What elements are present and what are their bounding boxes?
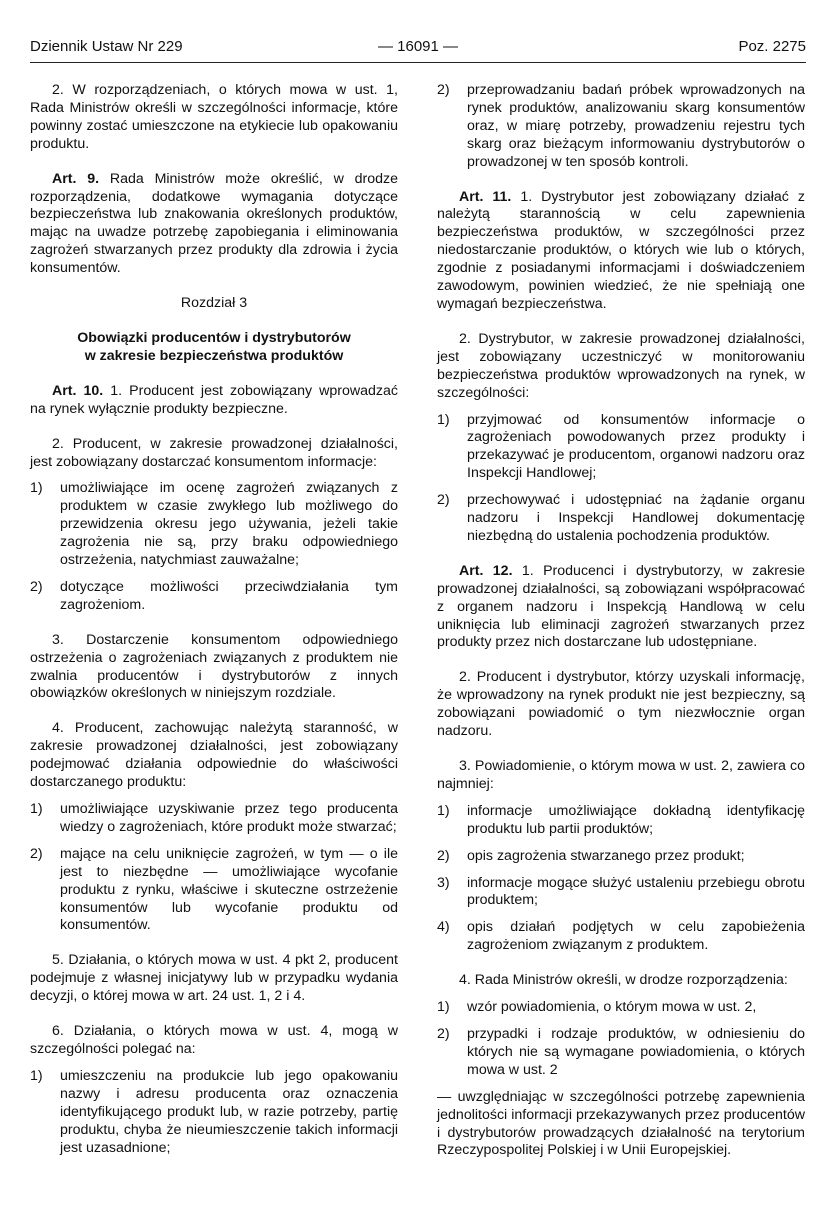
- list-item-text: umieszczeniu na produkcie lub jego opakowaniu nazwy i adresu producenta oraz oznaczenia identyfikującego produkt lub, w razie potrzeby, partię produktu, chyba że nieumieszczenie takich informacji jest uzasadnione;: [60, 1067, 398, 1156]
- list-item: [437, 848, 805, 866]
- list-item-number: 3): [437, 874, 450, 891]
- article-10: [30, 383, 398, 419]
- list-item: [437, 999, 805, 1017]
- journal-title: Dziennik Ustaw Nr 229: [30, 38, 183, 55]
- article-12-label: Art. 12.: [459, 562, 513, 579]
- paragraph-art8-2: 2. W rozporządzeniach, o których mowa w ust. 1, Rada Ministrów określi w szczególności informacje, które powinny zostać umieszczone na etykiecie lub opakowaniu produktu.: [30, 82, 398, 152]
- list-item: [437, 492, 805, 546]
- list-item-number: 4): [437, 919, 450, 936]
- list-item: [437, 82, 805, 172]
- list-item-text: dotyczące możliwości przeciwdziałania tym zagrożeniom.: [60, 578, 398, 613]
- list-item-text: informacje umożliwiające dokładną identyfikację produktu lub partii produktów;: [467, 802, 805, 837]
- list-item: [30, 579, 398, 615]
- chapter-number: Rozdział 3: [180, 295, 248, 312]
- list-item-number: 2): [437, 492, 450, 509]
- list-item: [30, 801, 398, 837]
- paragraph-art10-5: 5. Działania, o których mowa w ust. 4 pkt 2, producent podejmuje z własnej inicjatywy lub w przypadku wydania decyzji, o której mowa w art. 24 ust. 1, 2 i 4.: [30, 952, 398, 1005]
- article-10-text: 1. Producent jest zobowiązany wprowadzać na rynek wyłącznie produkty bezpieczne.: [30, 382, 398, 417]
- list-art12-3: [437, 803, 805, 955]
- article-12: [437, 563, 805, 653]
- list-art10-2: [30, 480, 398, 614]
- list-item-text: umożliwiające uzyskiwanie przez tego producenta wiedzy o zagrożeniach, które produkt może stwarzać;: [60, 801, 398, 835]
- paragraph-art10-4: 4. Producent, zachowując należytą staranność, w zakresie prowadzonej działalności, jest zobowiązany podejmować działania odpowiednie do właściwości dostarczanego produktu:: [30, 720, 398, 791]
- list-item-text: opis działań podjętych w celu zapobieżenia zagrożeniom związanym z produktem.: [467, 919, 805, 954]
- right-column: [437, 82, 805, 1177]
- list-item-text: przechowywać i udostępniać na żądanie organu nadzoru i Inspekcji Handlowej dokumentację niezbędną do ustalenia pochodzenia produktów.: [467, 492, 805, 544]
- list-item: [437, 1026, 805, 1080]
- list-item-text: informacje mogące służyć ustaleniu przebiegu obrotu produktem;: [467, 874, 805, 909]
- page-header: [30, 38, 806, 63]
- list-item: [437, 803, 805, 839]
- article-12-text: 1. Producenci i dystrybutorzy, w zakresie prowadzonej działalności, są zobowiązani współpracować z organem nadzoru i Inspekcją Handlową w celu uniknięcia lub eliminacji zagrożeń stwarzanych przez produkty przez nich dostarczane lub udostępniane.: [437, 562, 805, 651]
- list-item: [30, 846, 398, 936]
- list-item-text: przyjmować od konsumentów informacje o zagrożeniach powodowanych przez produkty i przekazywać je producentom, organowi nadzoru oraz Inspekcji Handlowej;: [467, 411, 805, 482]
- article-9-label: Art. 9.: [52, 170, 100, 187]
- list-item-text: wzór powiadomienia, o którym mowa w ust. 2,: [467, 999, 757, 1016]
- chapter-title-line-1: Obowiązki producentów i dystrybutorów: [77, 329, 351, 346]
- list-art10-4: [30, 801, 398, 935]
- list-item: [437, 919, 805, 955]
- list-item-number: 2): [30, 845, 43, 862]
- page-number: — 16091 —: [377, 38, 459, 55]
- list-item-number: 2): [437, 1025, 450, 1042]
- paragraph-art10-2: 2. Producent, w zakresie prowadzonej działalności, jest zobowiązany dostarczać konsumentom informacje:: [30, 435, 398, 470]
- paragraph-art11-2: 2. Dystrybutor, w zakresie prowadzonej działalności, jest zobowiązany uczestniczyć w monitorowaniu bezpieczeństwa produktów wprowadzonych na rynek, w szczególności:: [437, 330, 805, 401]
- paragraph-art10-6: 6. Działania, o których mowa w ust. 4, mogą w szczególności polegać na:: [30, 1023, 398, 1057]
- list-item-number: 1): [437, 999, 450, 1016]
- list-item-text: przeprowadzaniu badań próbek wprowadzonych na rynek produktów, analizowaniu skarg konsumentów oraz, w miarę potrzeby, prowadzeniu rejestru tych skarg oraz bieżącym informowaniu dystrybutorów o prowadzonej w ten sposób kontroli.: [467, 82, 805, 170]
- article-9-text: Rada Ministrów może określić, w drodze rozporządzenia, dodatkowe wymagania dotyczące bezpieczeństwa lub znakowania określonych produktów, mając na uwadze potrzebę zapobiegania i eliminowania zagrożeń stwarzanych przez produkty dla zdrowia i życia konsumentów.: [30, 170, 398, 277]
- list-item-number: 2): [437, 82, 450, 98]
- article-9: [30, 171, 398, 278]
- list-item-number: 2): [437, 847, 450, 864]
- list-art11-2: [437, 412, 805, 546]
- article-11: [437, 189, 805, 314]
- list-item: [437, 412, 805, 484]
- paragraph-art12-4-tail: — uwzględniając w szczególności potrzebę zapewnienia jednolitości informacji przekazywanych przez producentów i dystrybutorów prowadzących działalność na terytorium Rzeczypospolitej Polskiej i w Unii Europejskiej.: [437, 1088, 805, 1159]
- list-item-number: 1): [437, 411, 450, 428]
- list-item: [30, 1068, 398, 1158]
- list-item-number: 1): [30, 480, 43, 497]
- list-item: [30, 480, 398, 570]
- left-column: [30, 82, 398, 1174]
- paragraph-art12-2: 2. Producent i dystrybutor, którzy uzyskali informację, że wprowadzony na rynek produkt nie jest bezpieczny, są zobowiązani powiadomić o tym niezwłocznie organ nadzoru.: [437, 669, 805, 740]
- list-item-number: 1): [30, 1067, 43, 1084]
- chapter-title-line-2: w zakresie bezpieczeństwa produktów: [84, 347, 344, 364]
- list-item-text: umożliwiające im ocenę zagrożeń związanych z produktem w czasie zwykłego lub możliwego do przewidzenia okresu jego używania, jeżeli takie zagrożenia nie są, przy braku odpowiedniego ostrzeżenia, natychmiast zauważalne;: [60, 480, 398, 569]
- list-item-number: 2): [30, 578, 43, 595]
- paragraph-art10-3: 3. Dostarczenie konsumentom odpowiedniego ostrzeżenia o zagrożeniach związanych z produktem nie zwalnia producentów i dystrybutorów z innych obowiązków określonych w niniejszym rozdziale.: [30, 631, 398, 702]
- list-item-text: przypadki i rodzaje produktów, w odniesieniu do których nie są wymagane powiadomienia, o których mowa w ust. 2: [467, 1025, 805, 1078]
- list-item-number: 1): [437, 802, 450, 819]
- list-item-number: 1): [30, 801, 43, 817]
- article-10-label: Art. 10.: [52, 382, 104, 399]
- list-item-text: opis zagrożenia stwarzanego przez produkt;: [467, 847, 745, 864]
- paragraph-art12-4: 4. Rada Ministrów określi, w drodze rozporządzenia:: [459, 972, 788, 989]
- list-art10-6-continued: [437, 82, 805, 172]
- paragraph-art12-3: 3. Powiadomienie, o którym mowa w ust. 2, zawiera co najmniej:: [437, 758, 805, 792]
- list-item: [437, 875, 805, 911]
- list-art10-6: [30, 1068, 398, 1158]
- position-number: Poz. 2275: [738, 38, 806, 55]
- list-item-text: mające na celu uniknięcie zagrożeń, w tym — o ile jest to niezbędne — umożliwiające wycofanie produktu z rynku, właściwe i skuteczne ostrzeżenie konsumentów lub wycofanie produktu od konsumentów.: [60, 845, 398, 934]
- article-11-text: 1. Dystrybutor jest zobowiązany działać z należytą starannością w celu zapewnienia bezpieczeństwa produktów, w szczególności przez niedostarczanie produktów, o których wie lub o których, zgodnie z posiadanymi informacjami i doświadczeniem zawodowym, powinien wiedzieć, że nie spełniają one wymagań bezpieczeństwa.: [437, 188, 805, 312]
- list-art12-4: [437, 999, 805, 1080]
- article-11-label: Art. 11.: [459, 188, 512, 205]
- chapter-title: [30, 330, 398, 366]
